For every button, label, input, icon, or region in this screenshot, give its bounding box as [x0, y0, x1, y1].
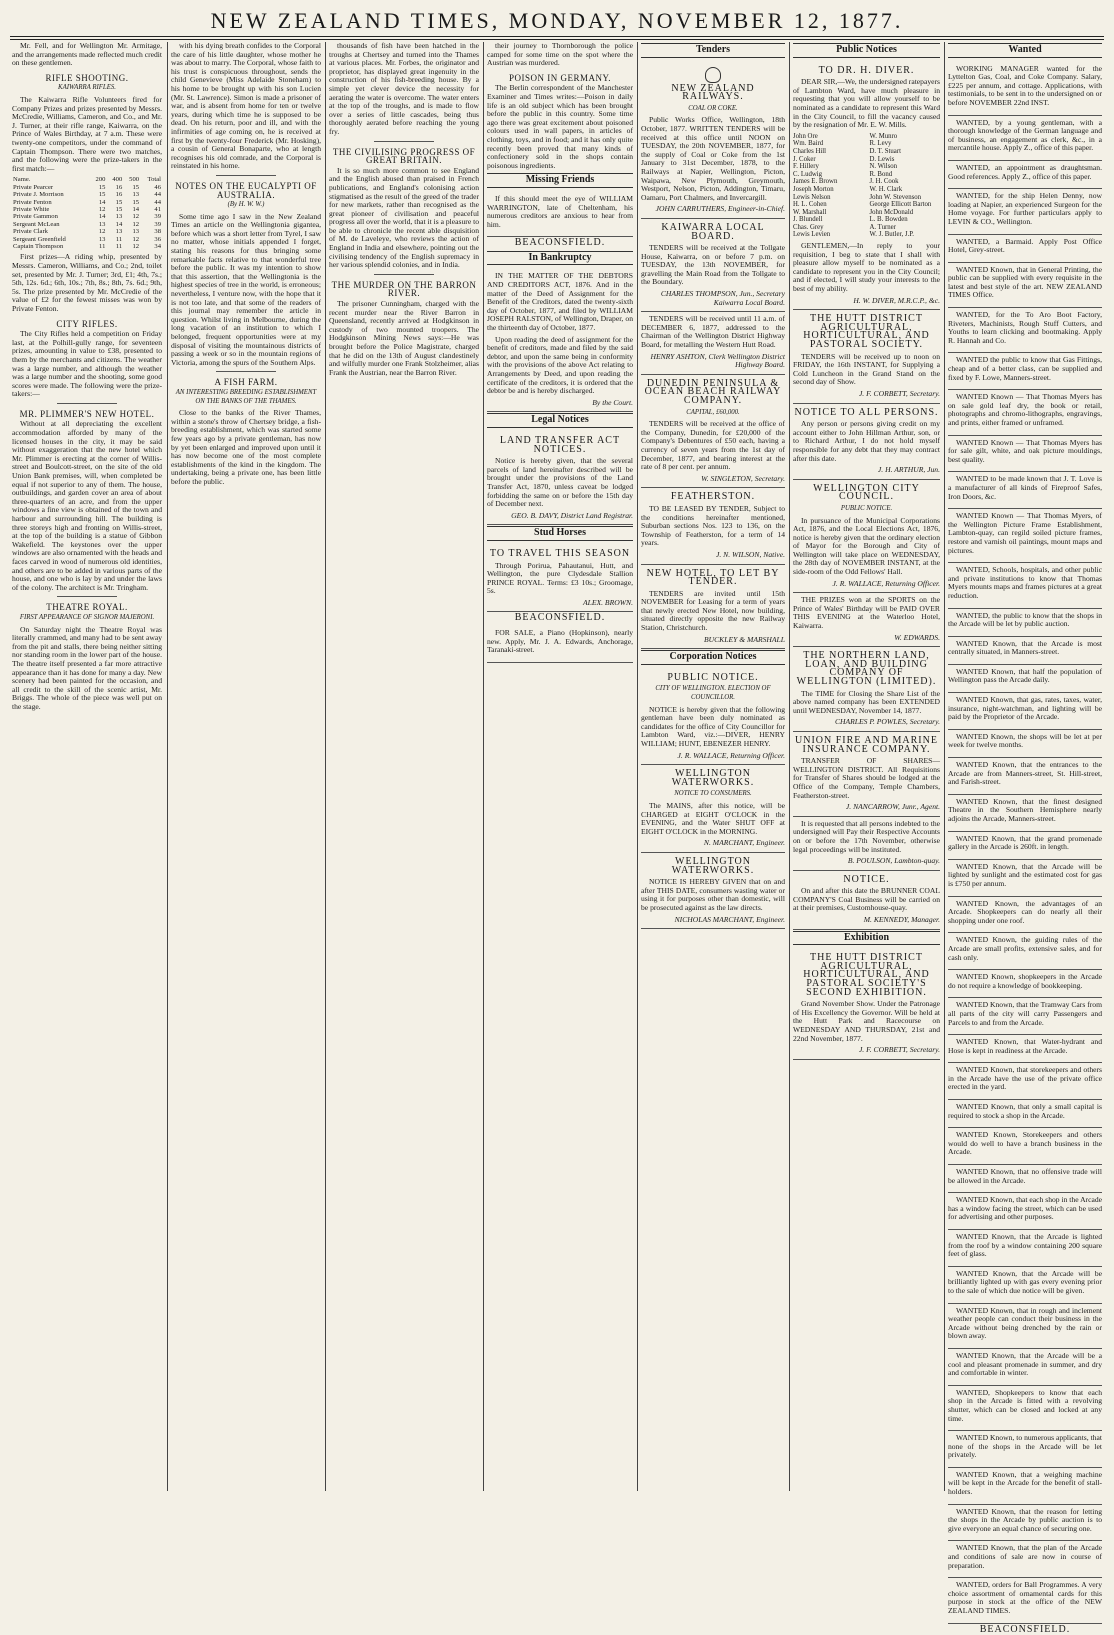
union-insurance-notice: [793, 732, 940, 817]
wanted-ad: [948, 832, 1102, 860]
wanted-ad: [948, 1230, 1102, 1267]
corporation-notices-heading: Corporation Notices: [641, 650, 785, 665]
masthead: NEW ZEALAND TIMES, MONDAY, NOVEMBER 12, 1877.: [210, 8, 904, 33]
exhibition-signature: J. F. CORBETT, Secretary.: [858, 1045, 940, 1055]
stud-horse-ad: [487, 545, 633, 613]
signatory-name: W. Munro: [869, 132, 898, 140]
wanted-ad: [948, 693, 1102, 730]
credit-notice-title: NOTICE TO ALL PERSONS.: [794, 406, 939, 418]
wanted-ad-text: WANTED, by a young gentleman, with a thorough knowledge of the German language and of business, an engagement as clerk, &c., in a mercantile house. Apply Z., office of this paper.: [948, 117, 1102, 153]
wanted-ad-text: WANTED Known, that the grand promenade gallery in the Arcade is 260ft. in length.: [948, 833, 1102, 852]
column-1: [12, 42, 162, 1491]
coal-company-title: NOTICE.: [843, 873, 890, 885]
missing-friends-text: If this should meet the eye of WILLIAM WARRINGTON, late of Cheltenham, his numerous creditors are anxious to hear from him.: [487, 193, 633, 229]
hotel-lease-tender: [641, 565, 785, 650]
wanted-ad-text: WANTED Known, that no offensive trade will be allowed in the Arcade.: [948, 1167, 1102, 1185]
signatory-name: F. Hillery: [793, 163, 819, 171]
wanted-ad-text: WANTED, Shopkeepers to know that each shop in the Arcade is fitted with a revolving shutter, which can be closed and locked at any time.: [948, 1387, 1102, 1423]
signatory-name: L. B. Bowden: [869, 216, 908, 224]
wanted-ad: [948, 235, 1102, 263]
signatory-name: John McDonald: [869, 208, 914, 216]
hotel-article-text: Without at all depreciating the excellent accommodation afforded by many of the licensed houses in the city, it may be said without exaggeration that the new hotel which Mr. Plimmer is erecting at the corner of Willis-street and Boulcott-street, on the site of the old Union Bank premises, will, when completed be equal if not superior to any of them. The house, outbuildings, and garden cover an area of about three-quarters of an acre, and from the upper windows a fine view is obtained of the town and harbour and surrounding hill. The building is three storeys high and fronting on Willis-street, at the top of the building is a statue of Gibbon Wakefield. The keystones over the upper windows are also ornamented with the heads and faces carved in wood of numerous old identities, and others are to be added in various parts of the house, and one who is lay by and under the laws of the colony. The architect is Mr. Tringham.: [12, 419, 162, 592]
signatory-name: James E. Brown: [793, 178, 838, 186]
stud-horses-heading: Stud Horses: [487, 526, 633, 541]
signatory-name: R. Levy: [869, 140, 892, 148]
railways-tender: [641, 62, 785, 219]
missing-friends-heading: Missing Friends: [487, 173, 633, 188]
wanted-ad: [948, 308, 1102, 353]
public-notices-heading: Public Notices: [793, 43, 940, 58]
city-council-subtitle: PUBLIC NOTICE.: [840, 504, 893, 512]
beaconsfield-banner: BEACONSFIELD.: [514, 612, 606, 624]
waterworks-signature-2: NICHOLAS MARCHANT, Engineer.: [674, 914, 785, 924]
waterworks-title-2: WELLINGTON WATERWORKS.: [671, 855, 755, 876]
election-subtitle: CITY OF WELLINGTON. ELECTION OF COUNCILLOR.: [655, 685, 771, 702]
column-divider: [637, 42, 638, 1491]
wanted-ad: [948, 795, 1102, 832]
wanted-ad-text: WANTED Known, that the reason for letting the shops in the Arcade by public auction is to give everyone an equal chance of securing one.: [948, 1506, 1102, 1533]
featherston-text: TO BE LEASED BY TENDER, Subject to the conditions hereinafter mentioned, Suburban sections Nos. 123 to 136, on the Township of Featherston, for a term of 14 years.: [641, 503, 785, 548]
union-insurance-text: TRANSFER OF SHARES—WELLINGTON DISTRICT. All Requisitions for Transfer of Shares should be lodged at the Office of the Company, Temple Chambers, Featherston-street.: [793, 756, 940, 800]
highway-board-text: TENDERS will be received until 11 a.m. of DECEMBER 6, 1877, addressed to the Chairman of the Wellington District Highway Board, for metalling the Western Hutt Road.: [641, 314, 785, 350]
city-rifles-text: The City Rifles held a competition on Friday last, at the Polhill-gully range, for seventeen prizes, amounting in value to £38, presented to them by the merchants and citizens. The weather was a large number, and although the weather was a large number and the shooting, some good scores were made. The following were the prize-takers:—: [12, 329, 162, 399]
wanted-ad-text: WANTED to be made known that J. T. Love is a manufacturer of all kinds of Fireproof Safes, Iron Doors, &c.: [948, 474, 1102, 501]
wanted-ad-text: WANTED Known, that half the population of Wellington pass the Arcade daily.: [948, 666, 1102, 685]
wanted-ad-text: WANTED, Schools, hospitals, and other public and private institutions to know that Thomas Myers mounts maps and frames pictures at a great reduction.: [948, 565, 1102, 600]
signatory-name: John W. Stevenson: [869, 193, 922, 201]
signatories-list: [793, 133, 940, 239]
signatory-name: N. Wilson: [869, 163, 898, 171]
union-insurance-title: UNION FIRE AND MARINE INSURANCE COMPANY.: [795, 734, 938, 755]
kaiwarra-text: TENDERS will be received at the Tollgate House, Kaiwarra, on or before 7 p.m. on TUESDAY, the 13th NOVEMBER, for gravelling the Main Road from the Tollgate to the Boundary.: [641, 243, 785, 287]
wanted-ad: [948, 609, 1102, 637]
wanted-ad: [948, 933, 1102, 970]
column-divider: [944, 42, 945, 1491]
fish-farm-continued: thousands of fish have been hatched in the troughs at Chertsey and turned into the Thames at various places. Mr. Forbes, the originator and proprietor, has displayed great ingenuity in the construction of his fish-breeding house. By a simple yet clever device the necessity for aerating the water is overcome. The water enters at the top of the troughs, and is made to flow over a series of little cascades, being thus thoroughly aerated before reaching the young fry.: [329, 41, 479, 136]
wanted-ad-text: WANTED Known, that the Arcade is lighted from the roof by a window containing 200 square feet of glass.: [948, 1232, 1102, 1259]
hutt-society-signature: J. F. CORBETT, Secretary.: [858, 388, 940, 398]
wanted-ad-text: WANTED Known, that in General Printing, the public can be supplied with every requisite in the latest and best style of the art. NEW ZEALAND TIMES Office.: [948, 264, 1102, 300]
wanted-ad-text: WANTED, orders for Ball Programmes. A very choice assortment of ornamental cards for this purpose in stock at the office of the NEW ZEALAND TIMES.: [948, 1580, 1102, 1615]
wanted-ad-text: WANTED Known, that only a small capital is required to stock a shop in the Arcade.: [948, 1102, 1102, 1120]
hotel-lease-title: NEW HOTEL, TO LET BY TENDER.: [646, 567, 780, 588]
column-6: [793, 42, 940, 1491]
coal-company-notice: [793, 871, 940, 930]
wanted-ad-text: WORKING MANAGER wanted for the Lyttelton Gas, Coal, and Coke Company. Salary, £225 per annum, and cottage. Applications, with testimonials, to be sent in to the undersigned on or before NOVEMBER 22nd INST.: [948, 63, 1102, 107]
divider: [216, 175, 276, 176]
city-council-text: In pursuance of the Municipal Corporations Act, 1876, and the Local Elections Act, 1876, notice is hereby given that the ordinary election of Mayor for the Borough and City of Wellington will take place on WEDNESDAY, the 28th day of NOVEMBER INSTANT, at the side-room of the Odd Fellows' Hall.: [793, 515, 940, 577]
civilising-text: It is so much more common to see England and the English abused than praised in French publications, and England's colonising action stigmatised as the result of the greed of the trader for new markets, rather than recognised as the great pioneer of civilisation and peaceful progress all over the world, that it is a pleasure to be able to chronicle the recent able disquisition of M. de Laveleye, who reviews the action of England in India and elsewhere, pointing out the civilising tendency of the English supremacy in her various splendid colonies, and in India.: [329, 165, 479, 270]
fish-farm-text: Close to the banks of the River Thames, within a stone's throw of Chertsey bridge, a fish-breeding establishment, which was started some few years ago by a private gentleman, has now by yet been enlarged and improved upon until it has now become one of the most complete establishments of the kind in the kingdom. The undertaking, being a private one, has been little before the public.: [171, 408, 321, 486]
highway-board-signature: HENRY ASHTON, Clerk Wellington District Highway Board.: [650, 351, 785, 370]
waterworks-notice-1: [641, 765, 785, 853]
union-insurance-signature: J. NANCARROW, Junr., Agent.: [845, 802, 940, 812]
murder-heading: THE MURDER ON THE BARRON RIVER.: [331, 279, 477, 299]
land-transfer-notice: [487, 432, 633, 525]
election-signature: J. R. WALLACE, Returning Officer.: [677, 750, 785, 760]
piano-sale-text: FOR SALE, a Piano (Hopkinson), nearly new. Apply, Mr. J. A. Edwards, Anchorage, Taranaki-street.: [487, 628, 633, 655]
score-row: Private Clark 12 13 13 38: [13, 228, 161, 236]
railways-signature: JOHN CARRUTHERS, Engineer-in-Chief.: [655, 204, 785, 214]
wanted-ad: [948, 730, 1102, 758]
city-council-signature: J. R. WALLACE, Returning Officer.: [832, 578, 940, 588]
wanted-ad: [948, 1349, 1102, 1386]
score-row: Captain Thompson 11 11 12 34: [13, 242, 161, 250]
wanted-heading: Wanted: [948, 43, 1102, 58]
wanted-ad-text: WANTED Known, that the entrances to the Arcade are from Manners-street, St. Hill-street, and Farish-street.: [948, 760, 1102, 787]
wanted-ad-text: WANTED, for the ship Helen Denny, now loading at Napier, an experienced Surgeon for the Home voyage. For further particulars apply to LEVIN & CO., Wellington.: [948, 191, 1102, 226]
signatory-name: J. Coker: [793, 155, 816, 163]
coat-of-arms-icon: [705, 67, 721, 83]
poulson-text: It is requested that all persons indebted to the undersigned will Pay their Respective Accounts on or before the 17th November, otherwise legal proceedings will be instituted.: [793, 818, 940, 854]
railways-subtitle: COAL OR COKE.: [688, 104, 738, 112]
election-title: PUBLIC NOTICE.: [667, 671, 759, 683]
theatre-heading: THEATRE ROYAL.: [46, 602, 128, 613]
signatory-name: R. Bond: [869, 170, 893, 178]
wanted-ad: [948, 472, 1102, 509]
signatory-name: George Ellicott Barton: [869, 201, 932, 209]
score-row: Private J. Morrison 15 16 13 44: [13, 191, 161, 199]
wanted-ad-text: WANTED Known, that Water-hydrant and Hose is kept in readiness at the Arcade.: [948, 1037, 1102, 1055]
wanted-ad: [948, 263, 1102, 308]
wanted-ad: [948, 1304, 1102, 1349]
wanted-ad: [948, 860, 1102, 897]
wanted-ad: [948, 1541, 1102, 1578]
beaconsfield-banner: BEACONSFIELD.: [514, 237, 606, 249]
coal-company-signature: M. KENNEDY, Manager.: [863, 915, 940, 925]
wanted-ad-text: WANTED Known, to numerous applicants, that none of the shops in the Arcade will be let privately.: [948, 1433, 1102, 1460]
hotel-lease-signature: BUCKLEY & MARSHALL: [703, 634, 785, 644]
score-row: Private Fenton 14 15 15 44: [13, 198, 161, 206]
featherston-signature: J. N. WILSON, Native.: [716, 549, 785, 559]
signatory-name: Charles Hill: [793, 147, 827, 155]
rifle-heading: RIFLE SHOOTING.: [45, 72, 129, 83]
wanted-ad: [948, 1386, 1102, 1431]
column-divider: [483, 42, 484, 1491]
waterworks-text-2: NOTICE IS HEREBY GIVEN that on and after THIS DATE, consumers wasting water or using it for purposes other than domestic, will be prosecuted against as the law directs.: [641, 877, 785, 912]
murder-continued: their journey to Thornborough the police camped for some time on the spot where the Austrian was murdered.: [487, 41, 633, 68]
city-council-title: WELLINGTON CITY COUNCIL.: [813, 482, 920, 503]
signatory-name: D. T. Stuart: [869, 147, 901, 155]
fish-farm-heading: A FISH FARM.: [214, 377, 278, 388]
murder-text: The prisoner Cunningham, charged with the recent murder near the River Barron in Queensland, recently arrived at Hodgkinson in custody of two mounted troopers. The Hodgkinson Mining News says:—He was brought before the Police Magistrate, charged that he did on the 13th of August clandestinely and wilfully murder one Frank Stolzheimer, alias Frank the Austrian, near the Barron River.: [329, 299, 479, 377]
signatory-name: Lewis Nelson: [793, 193, 831, 201]
credit-notice-text: Any person or persons giving credit on my account either to John Hillman Arthur, son, or to Richard Arthur, I do not hold myself responsible for any debt that they may contract after this date.: [793, 419, 940, 463]
election-text: NOTICE is hereby given that the following gentleman have been duly nominated as candidates for the office of City Councillor for Lambton Ward, viz.:—DIVER, HENRY WILLIAM; HUNT, EBENEZER HENRY.: [641, 704, 785, 748]
hutt-society-text: TENDERS will be received up to noon on FRIDAY, the 16th INSTANT, for Supplying a Cold Luncheon in the Grand Stand on the second day of Show.: [793, 351, 940, 387]
signatory-name: Chas. Grey: [793, 223, 824, 231]
diver-signature: H. W. DIVER, M.R.C.P., &c.: [853, 295, 940, 305]
rifle-text: The Kaiwarra Rifle Volunteers fired for Company Prizes and prizes presented by Messrs. McCredie, Williams, Cameron, and Co., and Mr. J. Turner, at their rifle range, Kaiwarra, on the Prince of Wales Birthday, at 7 a.m. These were twenty-one competitors, under the command of Captain Thompson. There were two matches, and the following were the prize-takers in the first match:—: [12, 94, 162, 173]
eucalypti-byline: (By H. W. W.): [227, 201, 265, 209]
wanted-ads-list: [948, 62, 1102, 1624]
wanted-ad-text: WANTED Known, that the Arcade is most centrally situated, in Manners-street.: [948, 638, 1102, 657]
poison-text: The Berlin correspondent of the Manchester Examiner and Times writes:—Poison in daily life is an old subject which has been brought before the public in this country. Some time ago there was great excitement about poisoned colours used in wall papers, in articles of clothing, toys, and in food; and it has only quite recently been proved that many kinds of confectionery sold in the shops contain poisonous ingredients.: [487, 83, 633, 170]
bankruptcy-heading: In Bankruptcy: [487, 251, 633, 266]
dunedin-signature: W. SINGLETON, Secretary.: [701, 473, 785, 483]
signatory-name: W. J. Butler, J.P.: [869, 231, 914, 239]
legal-notices-heading: Legal Notices: [487, 413, 633, 428]
land-company-notice: [793, 647, 940, 732]
masthead-rule: [10, 36, 1104, 37]
kaiwarra-title: KAIWARRA LOCAL BOARD.: [661, 221, 765, 242]
wanted-ad-text: WANTED, the public to know that the shops in the Arcade will be let by public auction.: [948, 610, 1102, 629]
eucalypti-heading: NOTES ON THE EUCALYPTI OF AUSTRALIA.: [175, 180, 317, 200]
dunedin-title: DUNEDIN PENINSULA & OCEAN BEACH RAILWAY COMPANY.: [644, 377, 782, 406]
city-council-notice: [793, 480, 940, 594]
wanted-ad: [948, 1578, 1102, 1623]
wanted-ad-text: WANTED Known, the shops will be let at per week for twelve months.: [948, 731, 1102, 750]
wanted-ad-text: WANTED Known — That Thomas Myers has on sale gold leaf dry, the book or retail, photographs and chromo-lithographs, engravings, and prints, either framed or unframed.: [948, 392, 1102, 427]
signatory-name: C. Ludwig: [793, 170, 823, 178]
divider: [374, 274, 434, 275]
hotel-article-heading: MR. PLIMMER'S NEW HOTEL.: [19, 408, 155, 419]
signatory-name: W. H. Clark: [869, 185, 903, 193]
signatory-name: J. H. Cook: [869, 178, 899, 186]
column-4: [487, 42, 633, 1491]
credit-notice: [793, 404, 940, 480]
signatory-name: H. L. Cohen: [793, 201, 827, 209]
exhibition-notice: [793, 949, 940, 1060]
land-transfer-signature: GEO. B. DAVY, District Land Registrar.: [511, 510, 633, 520]
wanted-ad-text: WANTED Known — That Thomas Myers, of the Wellington Picture Frame Establishment, Lambton-quay, can regild soiled picture frames, restore and varnish oil paintings, mount maps and pictures.: [948, 511, 1102, 555]
stud-horse-text: Through Porirua, Pahautanui, Hutt, and Wellington, the pure Clydesdale Stallion PRINCE ROYAL. Terms: £3 10s.; Groomage, 5s.: [487, 560, 633, 596]
theatre-text: On Saturday night the Theatre Royal was literally crammed, and many had to be sent away from the pit and stalls, there being neither sitting nor standing room in the lower part of the house. The theatre itself presented a far more attractive appearance than it has done for many a day. New scenery had been painted for the occasion, and all credit to the skill of the scenic artist, Mr. Briggs. The whole of the piece was well put on the stage.: [12, 624, 162, 711]
dunedin-text: TENDERS will be received at the office of the Company, Dunedin, for £20,000 of the Company's Debentures of £50 each, having a currency of seven years from the 1st day of December, 1877, and bearing interest at the rate of 8 per cent. per annum.: [641, 419, 785, 472]
diver-title: TO DR. H. DIVER.: [818, 64, 915, 76]
wanted-ad: [948, 637, 1102, 665]
wanted-ad: [948, 1193, 1102, 1230]
dunedin-capital: CAPITAL, £60,000.: [686, 408, 740, 416]
hotel-lease-text: TENDERS are invited until 15th NOVEMBER for Leasing for a term of years that newly erected New Hotel, now building, situated directly opposite the new Railway Station, Christchurch.: [641, 588, 785, 633]
wanted-ad: [948, 189, 1102, 234]
column-2: [171, 42, 321, 1491]
stud-horse-title: TO TRAVEL THIS SEASON: [489, 547, 631, 559]
rifle-subheading: KAIWARRA RIFLES.: [58, 84, 116, 92]
waterworks-notice-2: [641, 853, 785, 929]
column-7: [948, 42, 1102, 1635]
wanted-ad-text: WANTED Known, the guiding rules of the Arcade are small profits, extensive sales, and for cash only.: [948, 935, 1102, 962]
waterworks-subtitle: NOTICE TO CONSUMERS.: [674, 790, 752, 798]
wanted-ad-text: WANTED Known, that storekeepers and others in the Arcade have the use of the private office erected in the yard.: [948, 1065, 1102, 1092]
coal-company-text: On and after this date the BRUNNER COAL COMPANY'S Coal Business will be carried on at their premises, Customhouse-quay.: [793, 886, 940, 913]
wanted-ad-text: WANTED Known — That Thomas Myers has for sale gilt, white, and oak picture mouldings, best quality.: [948, 437, 1102, 464]
sports-prizes-text: THE PRIZES won at the SPORTS on the Prince of Wales' Birthday will be PAID OVER THIS EVENING at the Waterloo Hotel, Kaiwarra.: [793, 595, 940, 631]
wanted-ad-text: WANTED Known, that the Tramway Cars from all parts of the city will carry Passengers and Parcels to and from the Arcade.: [948, 1000, 1102, 1027]
score-row: Private Pearcer 15 16 15 46: [13, 183, 161, 191]
wanted-ad-text: WANTED Known, that a weighing machine will be kept in the Arcade for the benefit of stall-holders.: [948, 1469, 1102, 1497]
poulson-notice: [793, 817, 940, 871]
wanted-ad: [948, 436, 1102, 473]
kaiwarra-tender: [641, 219, 785, 312]
wanted-ad: [948, 1468, 1102, 1505]
wanted-ad: [948, 1431, 1102, 1468]
hutt-society-tender: [793, 310, 940, 403]
land-company-signature: CHARLES P. POWLES, Secretary.: [834, 717, 940, 727]
wanted-ad-text: WANTED, a Barmaid. Apply Post Office Hotel, Grey-street.: [948, 236, 1102, 255]
wanted-ad: [948, 1100, 1102, 1128]
wanted-ad-text: WANTED Known, that gas, rates, taxes, water, insurance, night-watchman, and lighting will be paid by the Proprietor of the Arcade.: [948, 695, 1102, 722]
score-row: Sergeant Greenfield 13 11 12 36: [13, 235, 161, 243]
wanted-ad: [948, 353, 1102, 390]
land-transfer-text: Notice is hereby given, that the several parcels of land hereinafter described will be brought under the provisions of the Land Transfer Act, 1870, unless caveat be lodged forbidding the same on or before the 15th day of December next.: [487, 456, 633, 509]
wanted-ad: [948, 390, 1102, 435]
wanted-ad: [948, 161, 1102, 189]
wanted-ad: [948, 897, 1102, 934]
column-divider: [789, 42, 790, 1491]
dunedin-railway-tender: [641, 375, 785, 489]
piano-sale-ad: [487, 626, 633, 663]
signatory-name: Joseph Morton: [793, 185, 834, 193]
wanted-ad-text: WANTED Known, that the plan of the Arcade and conditions of sale are now in course of preparation.: [948, 1543, 1102, 1570]
prize-text: First prizes—A riding whip, presented by Messrs. Cameron, Williams, and Co.; 2nd, toilet set, presented by Mr. J. Turner; 3rd, £1; 4th, 7s.; 5th, 12s. 6d.; 6th, 10s.; 7th, 8s.; 8th, 7s. 6d.; 9th, 5s. The prize presented by Mr. McCredie of the value of £2 for the fewest misses was won by Private Fenton.: [12, 252, 162, 313]
poulson-signature: B. POULSON, Lambton-quay.: [847, 856, 940, 866]
wanted-ad-text: WANTED Known, that in rough and inclement weather people can conduct their business in the Arcade without being drenched by the rain or blown away.: [948, 1305, 1102, 1341]
wanted-ad: [948, 970, 1102, 998]
score-row: Private Gammon 14 13 12 39: [13, 213, 161, 221]
missing-friends-ad: [487, 192, 633, 237]
bankruptcy-signature: By the Court.: [592, 397, 633, 407]
railways-title: NEW ZEALAND RAILWAYS.: [671, 82, 755, 103]
wanted-ad-text: WANTED Known, that each shop in the Arcade has a window facing the street, which can be used for advertising and other purposes.: [948, 1195, 1102, 1222]
wanted-ad: [948, 1267, 1102, 1304]
poison-heading: POISON IN GERMANY.: [508, 72, 612, 83]
intro-text: Mr. Fell, and for Wellington Mr. Armitage, and the arrangements made reflected much credit on these gentlemen.: [12, 41, 162, 68]
railways-text: Public Works Office, Wellington, 18th October, 1877. WRITTEN TENDERS will be received at this office until NOON on TUESDAY, the 20th NOVEMBER, 1877, for the supply of Coal or Coke from the 1st January to 31st December, 1878, to the Railways at Napier, Wellington, Picton, Waipawa, New Plymouth, Greymouth, Westport, Nelson, Picton, Addington, Timaru, Oamaru, Port Chalmers, and Invercargill.: [641, 115, 785, 202]
diver-requisition: [793, 62, 940, 311]
signatory-name: A. Turner: [869, 223, 896, 231]
divider: [374, 141, 434, 142]
wanted-ad-text: WANTED, an appointment as draughtsman. Good references. Apply Z., office of this paper.: [948, 162, 1102, 181]
kaiwarra-signature: CHARLES THOMPSON, Jun., Secretary Kaiwarra Local Board.: [660, 289, 785, 307]
divider: [57, 596, 117, 597]
wanted-ad: [948, 563, 1102, 608]
featherston-tender: [641, 488, 785, 564]
wanted-ad-text: WANTED Known, the advantages of an Arcade. Shopkeepers can do nearly all their shopping under one roof.: [948, 898, 1102, 925]
divider: [57, 403, 117, 404]
divider: [216, 371, 276, 372]
signatory-name: W. Marshall: [793, 208, 827, 216]
exhibition-text: Grand November Show. Under the Patronage of His Excellency the Governor. Will be held at the Hutt Park and Racecourse on WEDNESDAY AND THURSDAY, 21st and 22nd November, 1877.: [793, 999, 940, 1043]
bankruptcy-text-2: Upon reading the deed of assignment for the benefit of creditors, made and filed by the said debtor, and upon the same being in conformity with the provisions of the above Act relating to Arrangements by Deed, and upon reading the certificate of the creditors, it is ordered that the debtor be and is hereby discharged.: [487, 334, 633, 396]
sports-prizes-signature: W. EDWARDS.: [894, 632, 940, 642]
score-row: Sergeant McLean 13 14 12 39: [13, 220, 161, 228]
theatre-subheading: FIRST APPEARANCE OF SIGNOR MAJERONI.: [19, 613, 155, 621]
wanted-ad-text: WANTED, for the To Aro Boot Factory, Riveters, Machinists, Rough Stuff Cutters, and Youths to learn clicking and bootmaking. Apply R. Hannah and Co.: [948, 310, 1102, 345]
column-5: [641, 42, 785, 1491]
land-company-text: The TIME for Closing the Share List of the above named company has been EXTENDED until WEDNESDAY, November 14, 1877.: [793, 688, 940, 715]
wanted-ad-text: WANTED the public to know that Gas Fittings, cheap and of a better class, can be supplied and fixed by F. Lowe, Manners-street.: [948, 355, 1102, 382]
tenders-heading: Tenders: [641, 43, 785, 58]
bankruptcy-text: IN THE MATTER OF THE DEBTORS AND CREDITORS ACT, 1876. And in the matter of the Deed of Assignment for the Benefit of the Creditors, dated the twenty-sixth day of October, 1877, and filed by WILLIAM JOSEPH RALSTON, of Wellington, Draper, on the thirteenth day of October, 1877.: [487, 271, 633, 333]
diver-reply: GENTLEMEN,—In reply to your requisition, I beg to state that I shall with pleasure allow myself to be nominated as a candidate to represent you in the City Council; and if elected, I will study your interests to the best of my ability.: [793, 241, 940, 294]
wanted-ad: [948, 62, 1102, 116]
fish-farm-subheading: AN INTERESTING BREEDING ESTABLISHMENT ON THE BANKS OF THE THAMES.: [175, 388, 317, 405]
wanted-ad: [948, 1063, 1102, 1100]
land-transfer-title: LAND TRANSFER ACT NOTICES.: [499, 434, 621, 455]
highway-board-tender: [641, 312, 785, 375]
beaconsfield-banner: BEACONSFIELD.: [979, 1623, 1071, 1635]
wanted-ad: [948, 1035, 1102, 1063]
bankruptcy-notice: [487, 269, 633, 412]
score-table-header: Name. 200 400 500 Total: [13, 176, 161, 184]
wanted-ad: [948, 1165, 1102, 1193]
waterworks-signature: N. MARCHANT, Engineer.: [703, 838, 785, 848]
hutt-society-title: THE HUTT DISTRICT AGRICULTURAL, HORTICULTURAL, AND PASTORAL SOCIETY.: [803, 313, 930, 350]
wanted-ad-text: WANTED Known, shopkeepers in the Arcade do not require a knowledge of bookkeeping.: [948, 972, 1102, 990]
wanted-ad: [948, 998, 1102, 1035]
column-divider: [325, 42, 326, 1491]
diver-text: DEAR SIR,—We, the undersigned ratepayers of Lambton Ward, have much pleasure in requesting that you will allow yourself to be nominated as a candidate to represent this Ward in the City Council, to fill the vacancy caused by the resignation of Mr. E. W. Mills.: [793, 77, 940, 130]
land-company-title: THE NORTHERN LAND, LOAN, AND BUILDING COMPANY OF WELLINGTON (LIMITED).: [796, 650, 937, 687]
waterworks-title: WELLINGTON WATERWORKS.: [671, 768, 755, 788]
exhibition-heading: Exhibition: [793, 931, 940, 946]
signatory-name: Lewis Levien: [793, 231, 831, 239]
signatory-name: D. Lewis: [869, 155, 895, 163]
rifle-score-table: [12, 176, 162, 250]
city-rifles-heading: CITY RIFLES.: [56, 318, 118, 329]
wanted-ad-text: WANTED Known, that the Arcade will be lighted by sunlight and the estimated cost for gas is £750 per annum.: [948, 861, 1102, 888]
signatory-name: John Ore: [793, 132, 818, 140]
wanted-ad: [948, 116, 1102, 161]
signatory-name: Wm. Baird: [793, 140, 824, 148]
wanted-ad-text: WANTED Known, that the finest designed Theatre in the Southern Hemisphere nearly adjoins the Arcade, Manners-street.: [948, 796, 1102, 823]
column-divider: [167, 42, 168, 1491]
wanted-ad: [948, 665, 1102, 693]
waterworks-text: The MAINS, after this notice, will be CHARGED at EIGHT O'CLOCK in the EVENING, and the Water SHUT OFF at EIGHT O'CLOCK in the MORNING.: [641, 800, 785, 836]
stud-horse-signature: ALEX. BROWN.: [583, 597, 633, 607]
masthead-rule-2: [10, 39, 1104, 40]
featherston-title: FEATHERSTON.: [670, 491, 756, 503]
wanted-ad-text: WANTED Known, that the Arcade will be a cool and pleasant promenade in summer, and dry and comfortable in winter.: [948, 1350, 1102, 1378]
eucalypti-text: Some time ago I saw in the New Zealand Times an article on the Wellingtonia gigantea, before which was a short letter from Tyrel, I saw no matter, whose initials appended I forget, stating his reasons for thus bringing some remarkable facts relative to that wonderful tree before the public. It was my intention to show that this assertion, that the Wellingtonia is the highest species of tree in the world, is erroneous; nevertheless, I venture now, with the hope that it is not too late, and that some of the readers of this journal may remember the article in question. Whilst living in Melbourne, during the long vacation of an institution to which I belonged, frequent opportunities were at my disposal of visiting the mountainous districts of passing a week or so in the mountain regions of Victoria, among the spurs of the Southern Alps.: [171, 211, 321, 367]
wanted-ad: [948, 758, 1102, 795]
sports-prizes-notice: [793, 593, 940, 647]
wanted-ad-text: WANTED Known, Storekeepers and others would do well to have a branch business in the Arcade.: [948, 1130, 1102, 1157]
score-row: Private White 12 15 14 41: [13, 205, 161, 213]
wanted-ad: [948, 1505, 1102, 1542]
election-notice: [641, 669, 785, 765]
civilising-heading: THE CIVILISING PROGRESS OF GREAT BRITAIN.: [332, 146, 476, 166]
wanted-ad-text: WANTED Known, that the Arcade will be brilliantly lighted up with gas every evening prior to the sale of which due notice will be given.: [948, 1268, 1102, 1295]
exhibition-title: THE HUTT DISTRICT AGRICULTURAL, HORTICULTURAL, AND PASTORAL SOCIETY'S SECOND EXHIBITION.: [803, 952, 930, 998]
column-3: [329, 42, 479, 1491]
signatory-name: J. Blundell: [793, 216, 823, 224]
wanted-ad: [948, 1128, 1102, 1165]
story-text: with his dying breath confides to the Corporal the care of his little daughter, whose mother he was about to marry. The Corporal, whose faith to his trust is conspicuous throughout, sends the child Genevieve (Miss Adelaide Stoneham) to his home to be brought up with his son Lucien (Mr. St. Lawrence). Simon is made a prisoner of war, and is absent from home for ten or twelve years, during which time he is supposed to be dead. On his return, poor and ill, and with the infirmities of age coming on, he is received at first by the twenty-four Frederick (Mr. Hosking), a cousin of General Bonaparte, who at length recognises his old comrade, and the Corporal is reinstated in his home.: [171, 41, 321, 171]
wanted-ad: [948, 509, 1102, 563]
credit-notice-signature: J. H. ARTHUR, Jun.: [877, 465, 940, 475]
